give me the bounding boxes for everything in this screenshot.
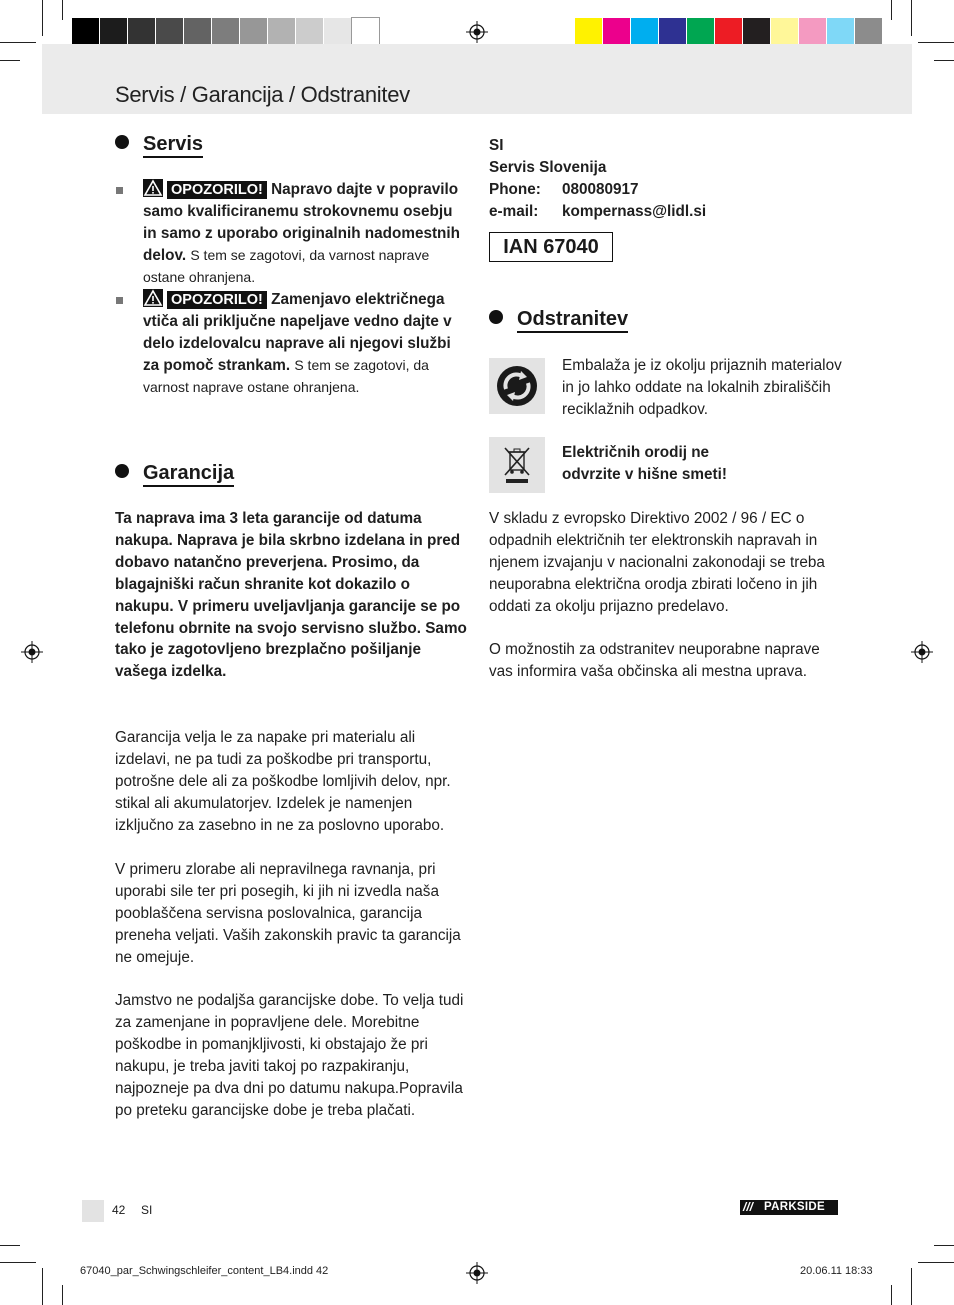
gray-swatch xyxy=(352,18,379,45)
warranty-bold-paragraph: Ta naprava ima 3 leta garancije od datuma nakupa. Naprava je bila skrbno izdelana in pred dobavo natančno preverjena. Prosimo, da blagajniški račun shranite kot dokazilo o nakupu. V primeru uveljavljanja garancije se po telefonu obrnite na svojo servisno službo. Samo tako je zagotovljeno brezplačno pošiljanje vašega izdelka. xyxy=(115,510,467,681)
process-swatch xyxy=(715,18,742,45)
brand-name: PARKSIDE xyxy=(764,1201,825,1213)
warning-label: OPOZORILO! xyxy=(167,291,267,309)
crop-mark xyxy=(42,0,43,36)
brand-slashes-icon: /// xyxy=(743,1200,754,1214)
registration-mark-icon xyxy=(466,21,488,43)
contact-email-label: e-mail: xyxy=(489,203,539,220)
section-heading-servis: Servis xyxy=(115,133,203,156)
disposal-paragraph: V skladu z evropsko Direktivo 2002 / 96 / EC o odpadnih električnih ter elektronskih napravah in njenem izvajanju v nacionalni zakonodaji se treba neuporabna električna orodja zbirati ločeno in jih oddati za okolju prijazno predelavo. xyxy=(489,510,825,615)
crop-mark xyxy=(0,1262,36,1263)
crop-mark xyxy=(918,42,954,43)
bullet-square-icon xyxy=(116,187,123,194)
warning-triangle-icon xyxy=(143,289,163,307)
process-swatch xyxy=(827,18,854,45)
registration-mark-icon xyxy=(911,641,933,663)
gray-swatch xyxy=(72,18,99,45)
gray-swatch xyxy=(128,18,155,45)
process-swatch xyxy=(631,18,658,45)
warning-bold-text: Zamenjavo električnega vtiča ali priključne napeljave vedno dajte v delo izdelovalcu naprave ali njegovi službi za pomoč strankam. xyxy=(143,291,452,374)
bullet-dot-icon xyxy=(115,464,129,478)
process-swatch xyxy=(771,18,798,45)
gray-swatch xyxy=(100,18,127,45)
recycling-icon xyxy=(489,358,545,414)
registration-mark-icon xyxy=(466,1262,488,1284)
crop-mark xyxy=(62,1285,63,1305)
warranty-paragraph: V primeru zlorabe ali nepravilnega ravnanja, pri uporabi sile ter pri posegih, ki jih ni izvedla naša pooblaščena servisna poslovalnica, garancija preneha veljati. Vaših zakonskih pravic ta garancija ne omejuje. xyxy=(115,861,461,966)
ian-number: IAN 67040 xyxy=(489,232,613,262)
crop-mark xyxy=(934,1245,954,1246)
weee-warning-text: Električnih orodij ne odvrzite v hišne smeti! xyxy=(562,444,727,483)
gray-swatch xyxy=(212,18,239,45)
process-swatch xyxy=(659,18,686,45)
crop-mark xyxy=(0,42,36,43)
page-number: 42 xyxy=(112,1203,126,1217)
bullet-dot-icon xyxy=(489,310,503,324)
gray-swatch xyxy=(156,18,183,45)
process-swatch xyxy=(743,18,770,45)
registration-mark-icon xyxy=(21,641,43,663)
warning-triangle-icon xyxy=(143,179,163,197)
warning-normal-text: S tem se zagotovi, da varnost naprave ostane ohranjena. xyxy=(143,246,430,285)
section-heading-garancija: Garancija xyxy=(115,462,234,485)
process-swatch xyxy=(855,18,882,45)
language-code: SI xyxy=(141,1203,153,1217)
crop-mark xyxy=(911,1268,912,1305)
page-number-box xyxy=(82,1200,104,1222)
contact-email: kompernass@lidl.si xyxy=(562,203,707,220)
warning-item xyxy=(143,289,468,399)
gray-swatch xyxy=(324,18,351,45)
disposal-paragraph: O možnostih za odstranitev neuporabne naprave vas informira vaša občinska ali mestna uprava. xyxy=(489,641,820,680)
process-swatch xyxy=(603,18,630,45)
process-swatch xyxy=(687,18,714,45)
weee-bin-icon xyxy=(489,437,545,493)
warning-item xyxy=(143,179,468,289)
contact-phone: 080080917 xyxy=(562,181,639,198)
gray-swatch xyxy=(240,18,267,45)
process-swatch xyxy=(799,18,826,45)
warning-bold-text: Napravo dajte v popravilo samo kvalificiranemu strokovnemu osebju in samo z uporabo originalnih nadomestnih delov. xyxy=(143,181,460,264)
warning-normal-text: S tem se zagotovi, da varnost naprave ostane ohranjena. xyxy=(143,356,429,395)
contact-country: SI xyxy=(489,137,504,154)
section-heading-odstranitev: Odstranitev xyxy=(489,308,628,331)
contact-service-name: Servis Slovenija xyxy=(489,159,607,176)
gray-swatch xyxy=(268,18,295,45)
crop-mark xyxy=(0,1245,20,1246)
gray-swatch xyxy=(296,18,323,45)
bullet-dot-icon xyxy=(115,135,129,149)
packaging-text: Embalaža je iz okolju prijaznih materialov in jo lahko oddate na lokalnih zbirališčih reciklažnih odpadkov. xyxy=(562,357,842,418)
crop-mark xyxy=(934,60,954,61)
contact-phone-label: Phone: xyxy=(489,181,541,198)
crop-mark xyxy=(42,1268,43,1305)
warning-label: OPOZORILO! xyxy=(167,181,267,199)
slug-filename: 67040_par_Schwingschleifer_content_LB4.indd 42 xyxy=(80,1265,329,1277)
crop-mark xyxy=(911,0,912,36)
page-title: Servis / Garancija / Odstranitev xyxy=(115,82,410,107)
slug-date: 20.06.11 18:33 xyxy=(800,1265,873,1277)
gray-swatch xyxy=(184,18,211,45)
brand-logo xyxy=(740,1200,838,1215)
crop-mark xyxy=(891,1285,892,1305)
crop-mark xyxy=(0,60,20,61)
process-swatch xyxy=(575,18,602,45)
crop-mark xyxy=(918,1262,954,1263)
crop-mark xyxy=(891,0,892,20)
bullet-square-icon xyxy=(116,297,123,304)
crop-mark xyxy=(62,0,63,20)
warranty-paragraph: Garancija velja le za napake pri materialu ali izdelavi, ne pa tudi za poškodbe pri transportu, potrošne dele ali za poškodbe lomljivih delov, npr. stikal ali akumulatorjev. Izdelek je namenjen izključno za zasebno in ne za poslovno uporabo. xyxy=(115,729,451,834)
warranty-paragraph: Jamstvo ne podaljša garancijske dobe. To velja tudi za zamenjane in popravljene dele. Morebitne poškodbe in pomanjkljivosti, ki obstajajo že pri nakupu, je treba javiti takoj po razpakiranju, najpozneje pa dva dni po datumu nakupa.Popravila po preteku garancijske dobe je treba plačati. xyxy=(115,992,464,1119)
